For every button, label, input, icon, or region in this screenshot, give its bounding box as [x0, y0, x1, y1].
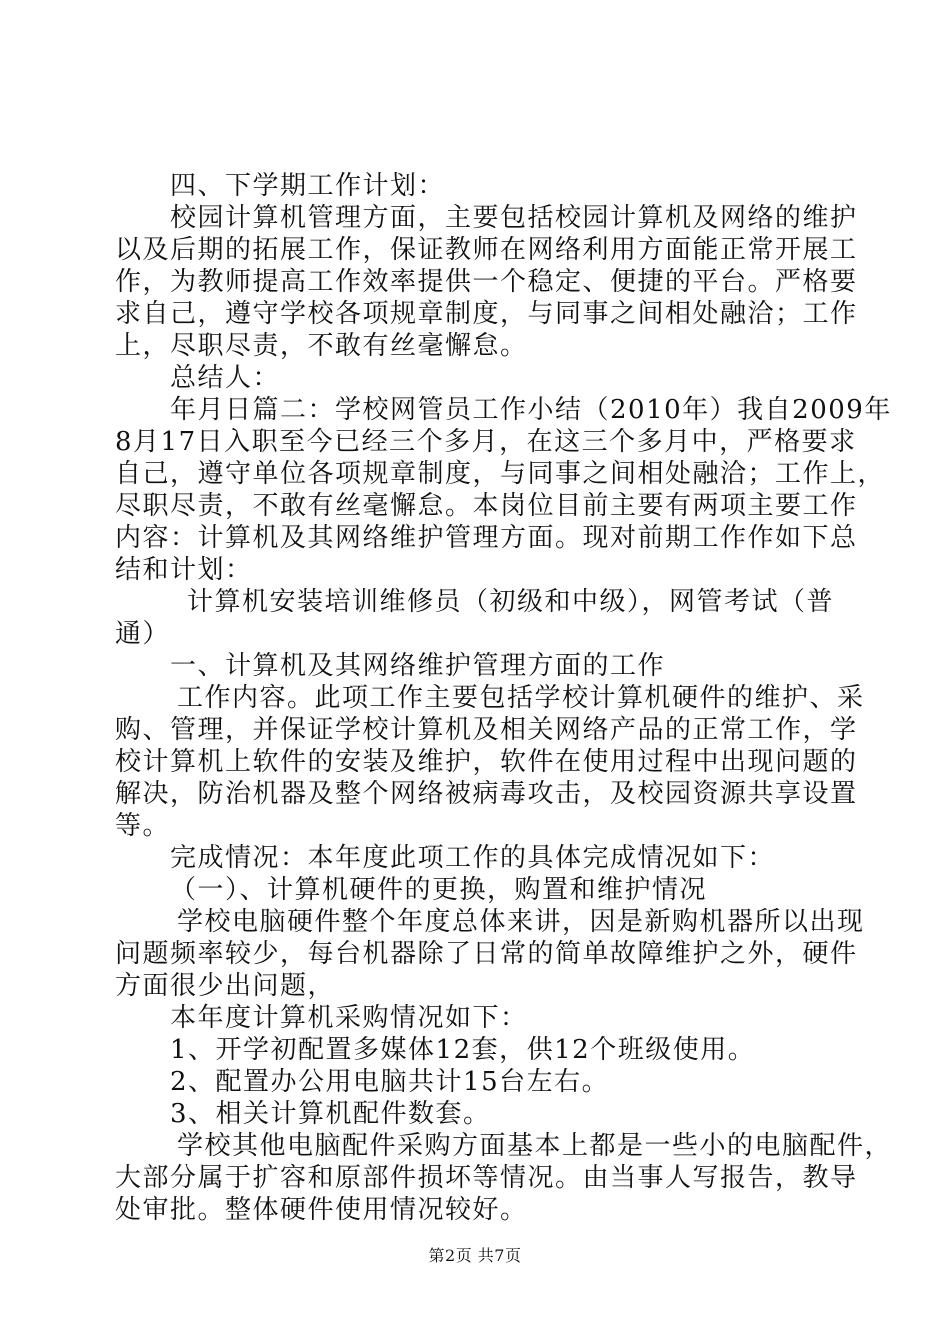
paragraph-line: 方面很少出问题， — [115, 971, 336, 1001]
paragraph-line: 处审批。整体硬件使用情况较好。 — [115, 1195, 528, 1225]
paragraph-line: 学校电脑硬件整个年度总体来讲，因是新购机器所以出现 — [177, 907, 865, 937]
paragraph-line: 问题频率较少，每台机器除了日常的简单故障维护之外，硬件 — [115, 939, 858, 969]
paragraph-line: 以及后期的拓展工作，保证教师在网络利用方面能正常开展工 — [115, 235, 858, 265]
paragraph-line: 尽职尽责，不敢有丝毫懈怠。本岗位目前主要有两项主要工作 — [115, 491, 858, 521]
paragraph-line: 解决，防治机器及整个网络被病毒攻击，及校园资源共享设置 — [115, 779, 858, 809]
page-number-footer: 第2页 共7页 — [428, 1246, 522, 1265]
paragraph-line: 学校其他电脑配件采购方面基本上都是一些小的电脑配件， — [177, 1131, 893, 1161]
paragraph-line: 完成情况：本年度此项工作的具体完成情况如下： — [170, 843, 776, 873]
paragraph-line: 求自己，遵守学校各项规章制度，与同事之间相处融洽；工作 — [115, 299, 858, 329]
paragraph-line: 结和计划： — [115, 555, 253, 585]
section-heading: 一、计算机及其网络维护管理方面的工作 — [170, 651, 666, 681]
paragraph-line: 校园计算机管理方面，主要包括校园计算机及网络的维护 — [170, 203, 858, 233]
paragraph-line: 本年度计算机采购情况如下： — [170, 1003, 528, 1033]
paragraph-line: 内容：计算机及其网络维护管理方面。现对前期工作作如下总 — [115, 523, 858, 553]
signature-label: 总结人： — [170, 363, 281, 393]
paragraph-line: 8月17日入职至今已经三个多月，在这三个多月中，严格要求 — [115, 427, 857, 457]
section-heading: 四、下学期工作计划： — [170, 171, 446, 201]
list-item: 1、开学初配置多媒体12套，供12个班级使用。 — [170, 1035, 756, 1065]
paragraph-line: 计算机安装培训维修员（初级和中级），网管考试（普 — [187, 587, 835, 617]
paragraph-line: 通） — [115, 619, 171, 649]
paragraph-line: 年月日篇二：学校网管员工作小结（2010年）我自2009年 — [170, 395, 892, 425]
list-item: 2、配置办公用电脑共计15台左右。 — [170, 1067, 610, 1097]
list-item: 3、相关计算机配件数套。 — [170, 1099, 491, 1129]
paragraph-line: 购、管理，并保证学校计算机及相关网络产品的正常工作，学 — [115, 715, 858, 745]
document-body — [115, 170, 893, 1226]
paragraph-line: 工作内容。此项工作主要包括学校计算机硬件的维护、采 — [177, 683, 865, 713]
paragraph-line: 大部分属于扩容和原部件损坏等情况。由当事人写报告，教导 — [115, 1163, 858, 1193]
paragraph-line: 校计算机上软件的安装及维护，软件在使用过程中出现问题的 — [115, 747, 858, 777]
paragraph-line: 作，为教师提高工作效率提供一个稳定、便捷的平台。严格要 — [115, 267, 858, 297]
paragraph-line: 上，尽职尽责，不敢有丝毫懈怠。 — [115, 331, 528, 361]
paragraph-line: 等。 — [115, 811, 171, 841]
paragraph-line: 自己，遵守单位各项规章制度，与同事之间相处融洽；工作上， — [115, 459, 886, 489]
subsection-heading: （一）、计算机硬件的更换，购置和维护情况 — [170, 875, 708, 905]
